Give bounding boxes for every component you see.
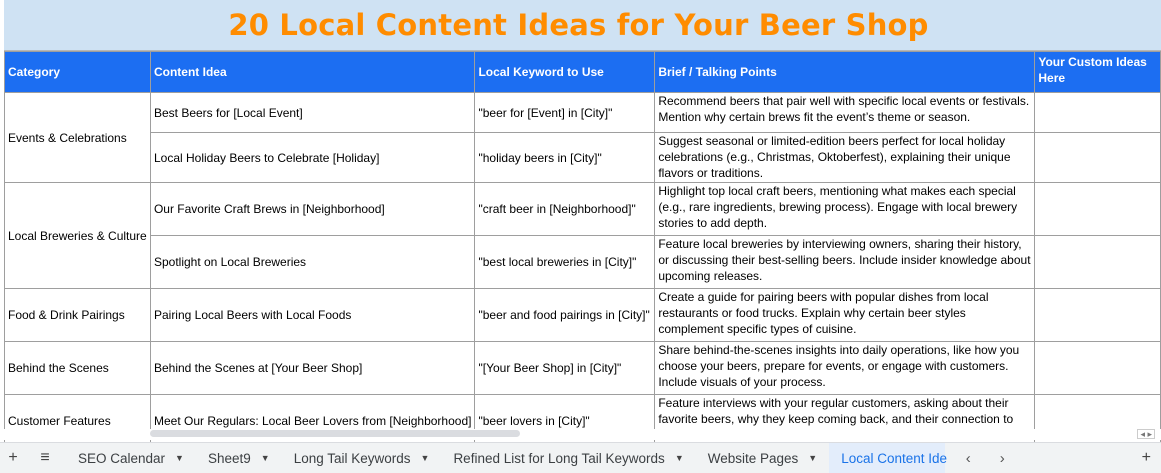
- tab-label: Sheet9: [207, 450, 251, 466]
- brief-cell[interactable]: Create a guide for pairing beers with popular dishes from local restaurants or food trucks. Explain why certain beer styles complement specific types of cuisine.: [655, 289, 1035, 342]
- tab-label: Website Pages: [707, 450, 799, 466]
- explore-plus-icon[interactable]: +: [1141, 449, 1151, 466]
- content-idea-cell[interactable]: Behind the Scenes at [Your Beer Shop]: [150, 342, 475, 395]
- table-row: [5, 236, 1161, 289]
- sheet-tab-bar: [0, 442, 1161, 473]
- header-custom-ideas[interactable]: Your Custom Ideas Here: [1035, 52, 1161, 93]
- all-sheets-menu-icon[interactable]: ≡: [40, 449, 50, 466]
- tab-long-tail-keywords[interactable]: [282, 443, 442, 473]
- chevron-down-icon[interactable]: ▼: [175, 453, 184, 463]
- keyword-cell[interactable]: "beer and food pairings in [City]": [475, 289, 655, 342]
- tab-seo-calendar[interactable]: [66, 443, 196, 473]
- category-cell[interactable]: Behind the Scenes: [5, 342, 151, 395]
- header-content-idea[interactable]: Content Idea: [150, 52, 475, 93]
- tab-label: Local Content Ide: [841, 450, 948, 466]
- keyword-cell[interactable]: "beer for [Event] in [City]": [475, 93, 655, 133]
- brief-cell[interactable]: Feature interviews with your regular customers, asking about their favorite beers, why they keep coming back, and their connection to: [655, 395, 1035, 448]
- keyword-cell[interactable]: "beer lovers in [City]": [475, 395, 655, 448]
- chevron-down-icon[interactable]: ▼: [674, 453, 684, 463]
- content-idea-cell[interactable]: Our Favorite Craft Brews in [Neighborhood]: [150, 183, 475, 236]
- scroll-arrows-icon[interactable]: ◂ ▸: [1137, 429, 1155, 439]
- brief-cell[interactable]: Suggest seasonal or limited-edition beers perfect for local holiday celebrations (e.g., Christmas, Oktoberfest), explaining their unique flavors or traditions.: [655, 133, 1035, 183]
- header-row: [5, 52, 1161, 93]
- custom-idea-cell[interactable]: [1035, 183, 1161, 236]
- title-cell[interactable]: [4, 0, 1161, 51]
- header-category[interactable]: Category: [5, 52, 151, 93]
- content-idea-cell[interactable]: Local Holiday Beers to Celebrate [Holiday]: [150, 133, 475, 183]
- sheet-title: 20 Local Content Ideas for Your Beer Shop: [228, 8, 929, 42]
- custom-idea-cell[interactable]: [1035, 133, 1161, 183]
- brief-cell[interactable]: Recommend beers that pair well with specific local events or festivals. Mention why certain brews fit the event’s theme or season.: [655, 93, 1035, 133]
- tab-label: SEO Calendar: [78, 450, 166, 466]
- category-cell[interactable]: Local Breweries & Culture: [5, 183, 151, 289]
- keyword-cell[interactable]: "best local breweries in [City]": [475, 236, 655, 289]
- chevron-down-icon[interactable]: ▼: [420, 453, 430, 463]
- keyword-cell[interactable]: "holiday beers in [City]": [475, 133, 655, 183]
- table-row: [5, 342, 1161, 395]
- content-idea-cell[interactable]: Spotlight on Local Breweries: [150, 236, 475, 289]
- tab-sheet9[interactable]: [196, 443, 282, 473]
- custom-idea-cell[interactable]: [1035, 236, 1161, 289]
- keyword-cell[interactable]: "craft beer in [Neighborhood]": [475, 183, 655, 236]
- custom-idea-cell[interactable]: [1035, 93, 1161, 133]
- category-cell[interactable]: Events & Celebrations: [5, 93, 151, 183]
- category-cell[interactable]: Customer Features: [5, 395, 151, 448]
- content-table: [4, 51, 1161, 448]
- table-row: [5, 289, 1161, 342]
- add-sheet-icon[interactable]: +: [8, 449, 18, 466]
- custom-idea-cell[interactable]: [1035, 289, 1161, 342]
- chevron-down-icon[interactable]: ▼: [808, 453, 818, 463]
- keyword-cell[interactable]: "[Your Beer Shop] in [City]": [475, 342, 655, 395]
- table-row: [5, 183, 1161, 236]
- table-row: [5, 93, 1161, 133]
- content-idea-cell[interactable]: Pairing Local Beers with Local Foods: [150, 289, 475, 342]
- chevron-right-icon[interactable]: ›: [999, 449, 1005, 467]
- content-idea-cell[interactable]: Best Beers for [Local Event]: [150, 93, 475, 133]
- tab-refined-list[interactable]: [441, 443, 695, 473]
- tab-website-pages[interactable]: [696, 443, 829, 473]
- chevron-left-icon[interactable]: ‹: [965, 449, 971, 467]
- category-cell[interactable]: Food & Drink Pairings: [5, 289, 151, 342]
- chevron-down-icon[interactable]: ▼: [260, 453, 270, 463]
- table-row: [5, 133, 1161, 183]
- brief-cell[interactable]: Feature local breweries by interviewing owners, sharing their history, or discussing their best-selling beers. Include insider knowledge about upcoming releases.: [655, 236, 1035, 289]
- tab-label: Refined List for Long Tail Keywords: [453, 450, 665, 466]
- brief-cell[interactable]: Share behind-the-scenes insights into daily operations, like how you choose your beers, prepare for events, or engage with customers. Include visuals of your process.: [655, 342, 1035, 395]
- custom-idea-cell[interactable]: [1035, 342, 1161, 395]
- tab-label: Long Tail Keywords: [293, 450, 411, 466]
- horizontal-scrollbar[interactable]: [0, 429, 1161, 440]
- brief-cell[interactable]: Highlight top local craft beers, mentioning what makes each special (e.g., rare ingredients, brewing process). Engage with local brewery stories to add depth.: [655, 183, 1035, 236]
- content-idea-cell[interactable]: Meet Our Regulars: Local Beer Lovers from [Neighborhood]: [150, 395, 475, 448]
- header-brief[interactable]: Brief / Talking Points: [655, 52, 1035, 93]
- tab-local-content-ideas[interactable]: [829, 443, 948, 473]
- scrollbar-thumb[interactable]: [150, 430, 520, 437]
- header-local-keyword[interactable]: Local Keyword to Use: [475, 52, 655, 93]
